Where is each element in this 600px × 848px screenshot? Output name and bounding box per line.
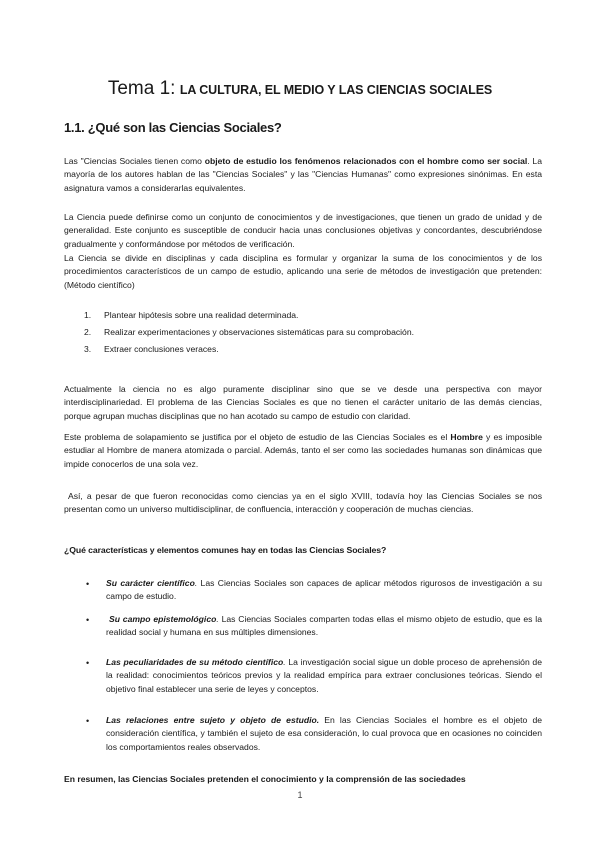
bullet-icon: •	[86, 658, 90, 668]
title-main: Tema 1:	[107, 78, 176, 99]
p5-text-bold: Hombre	[450, 432, 483, 442]
feature-text: La investigación social sigue un doble proceso de aprehensión de la realidad: conocimientos teóricos previos y la realidad empírica para extraer conclusiones teóricas. Siendo el objetivo final establecer una serie de leyes y conceptos.	[106, 657, 542, 694]
p1-text-bold: objeto de estudio los fenómenos relacionados con el hombre como ser social	[204, 156, 528, 166]
p1-text-a: Las "Ciencias Sociales tienen como	[64, 156, 205, 166]
feature-sep: .	[216, 614, 219, 624]
paragraph-ciencia: La Ciencia puede definirse como un conjunto de conocimientos y de investigaciones, que tienen un grado de unidad y de generalidad. Este conjunto es susceptible de conducir hacia unas conclusiones objetivas y concordantes, descubriéndose gradualmente y conformándose por métodos de verificación.	[64, 212, 542, 249]
feature-sep: .	[194, 578, 198, 588]
paragraph-solapamiento	[64, 431, 542, 471]
feature-text: Las Ciencias Sociales comparten todas ellas el mismo objeto de estudio, que es la realidad social y humana en sus múltiples dimensiones.	[106, 614, 542, 638]
feature-sep: .	[283, 657, 286, 667]
title-sub: LA CULTURA, EL MEDIO Y LAS CIENCIAS SOCIALES	[179, 83, 493, 97]
step-text: Extraer conclusiones veraces.	[104, 344, 219, 354]
feature-item	[106, 714, 542, 754]
p5-text-c: y es imposible estudiar al Hombre de manera atomizada o parcial. Además, tanto el ser como las sociedades humanas son dinámicas que impide conocerlos de una sola vez.	[64, 432, 542, 469]
bullet-icon: •	[86, 615, 90, 625]
feature-text: Las Ciencias Sociales son capaces de aplicar métodos rigurosos de investigación a su campo de estudio.	[106, 578, 542, 602]
method-step	[84, 326, 414, 338]
page-number: 1	[297, 790, 303, 800]
feature-lead: Las relaciones entre sujeto y objeto de estudio.	[106, 715, 320, 725]
step-text: Plantear hipótesis sobre una realidad determinada.	[104, 310, 299, 320]
feature-lead: Su carácter científico	[106, 578, 195, 588]
section-heading: 1.1. ¿Qué son las Ciencias Sociales?	[64, 120, 282, 135]
step-text: Realizar experimentaciones y observaciones sistemáticas para su comprobación.	[104, 327, 415, 337]
method-step	[84, 309, 298, 321]
paragraph-siglo-xviii: Así, a pesar de que fueron reconocidas como ciencias ya en el siglo XVIII, todavía hoy las Ciencias Sociales se nos presentan como un universo multidisciplinar, de confluencia, interacción y cooperación de muchas ciencias.	[64, 491, 542, 515]
method-step	[84, 343, 219, 355]
feature-item	[106, 577, 542, 604]
feature-lead: Su campo epistemológico	[109, 614, 217, 624]
p5-text-a: Este problema de solapamiento se justifica por el objeto de estudio de las Ciencias Sociales es el	[64, 432, 451, 442]
paragraph-disciplinas: La Ciencia se divide en disciplinas y cada disciplina es formular y organizar la suma de los conocimientos y de los procedimientos característicos de un campo de estudio, aplicando una serie de métodos de investigación que pretenden: (Método científico)	[64, 253, 542, 290]
feature-item	[106, 613, 542, 640]
feature-text: En las Ciencias Sociales el hombre es el objeto de consideración científica, y también el sujeto de esa consideración, lo cual provoca que en ocasiones no coinciden los comportamientos reales observados.	[106, 715, 543, 752]
question-heading: ¿Qué características y elementos comunes hay en todas las Ciencias Sociales?	[64, 545, 387, 555]
step-number: 3.	[84, 344, 92, 354]
bullet-icon: •	[86, 716, 90, 726]
feature-lead: Las peculiaridades de su método científico	[106, 657, 284, 667]
summary-line: En resumen, las Ciencias Sociales pretenden el conocimiento y la comprensión de las sociedades	[64, 774, 466, 784]
paragraph-definition	[64, 155, 542, 195]
page-title	[0, 78, 600, 100]
paragraph-actualmente: Actualmente la ciencia no es algo puramente disciplinar sino que se ve desde una perspectiva con mayor interdisciplinariedad. El problema de las Ciencias Sociales es que no tienen el carácter unitario de las demás ciencias, porque agrupan muchas disciplinas que no han acotado su campo de estudio con claridad.	[64, 384, 542, 421]
step-number: 2.	[84, 327, 92, 337]
step-number: 1.	[84, 310, 92, 320]
bullet-icon: •	[86, 579, 90, 589]
feature-item	[106, 656, 542, 696]
p1-text-c: . La mayoría de los autores hablan de las "Ciencias Sociales" y las "Ciencias Humanas" como expresiones sinónimas. En esta asignatura vamos a considerarlas equivalentes.	[64, 156, 542, 193]
